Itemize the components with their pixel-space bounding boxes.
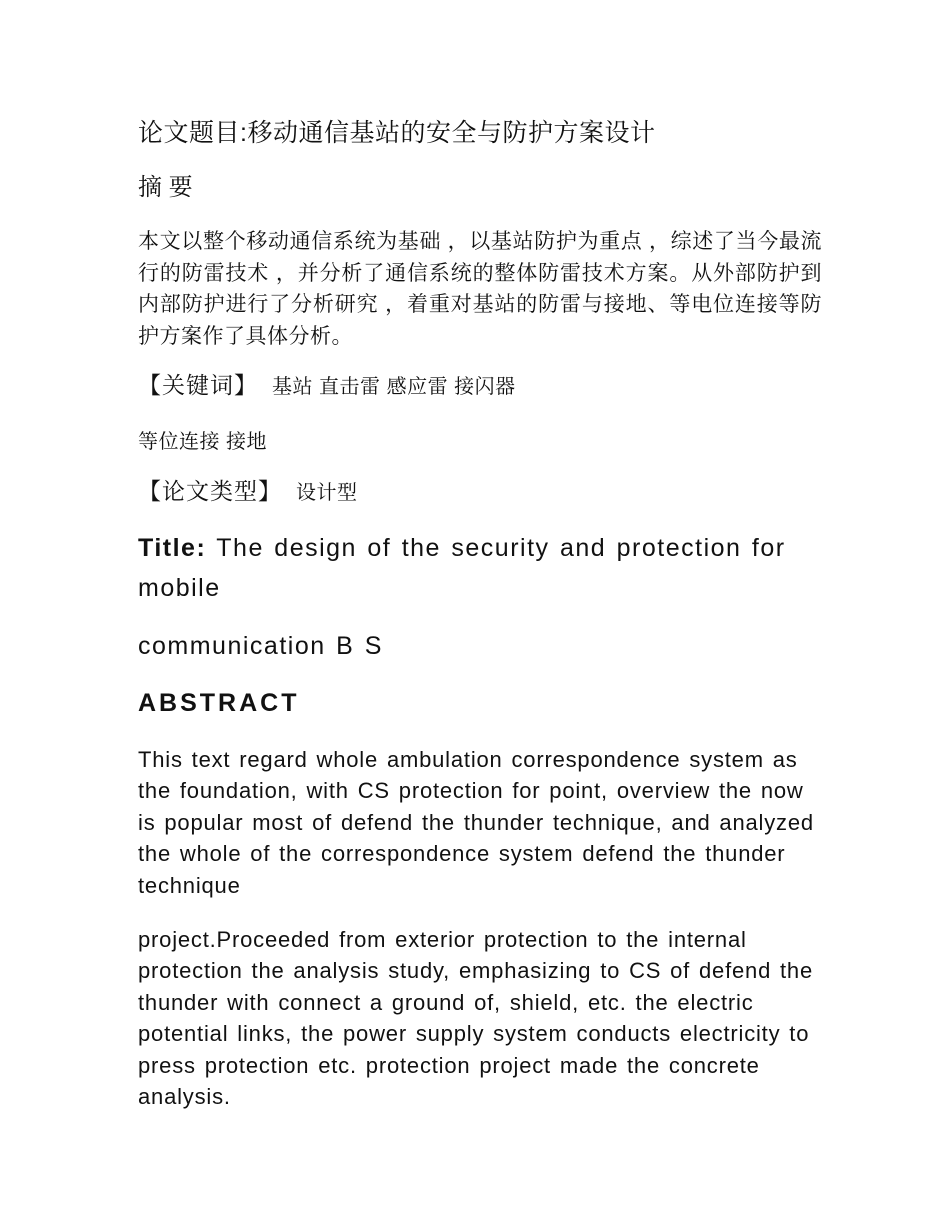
abstract-zh-body: 本文以整个移动通信系统为基础 ，以基站防护为重点 ，综述了当今最流行的防雷技术 ，并分析了通信系统的整体防雷技术方案。从外部防护到内部防护进行了分析研究 ，着重对基站的防雷与接地、等电位连接等防护方案作了具体分析。 (138, 230, 822, 348)
abstract-en-paragraph-2: project.Proceeded from exterior protection to the internal protection the analysis study, emphasizing to CS of defend the thunder with connect a ground of, shield, etc. the electric potential links, the power supply system conducts electricity to press protection etc. protection project made the concrete analysis. (138, 927, 813, 1110)
title-en-text: The design of the security and protection for mobile (138, 534, 786, 602)
title-en (138, 528, 822, 608)
abstract-zh-heading: 摘 要 (138, 174, 193, 201)
thesis-type-label: 【论文类型】 (138, 478, 282, 504)
abstract-en-paragraph-1: This text regard whole ambulation correspondence system as the foundation, with CS protection for point, overview the now is popular most of defend the thunder technique, and analyzed the whole of the correspondence system defend the thunder technique (138, 747, 814, 898)
title-en-label: Title: (138, 534, 207, 562)
thesis-title-zh: 论文题目:移动通信基站的安全与防护方案设计 (138, 119, 656, 147)
abstract-en-heading: ABSTRACT (138, 689, 300, 717)
keywords-line (138, 369, 822, 404)
title-en-line2: communication B S (138, 632, 383, 660)
thesis-type-value: 设计型 (296, 482, 358, 504)
keywords-line2: 等位连接 接地 (138, 431, 268, 453)
keywords-label: 【关键词】 (138, 372, 258, 398)
keywords-values: 基站 直击雷 感应雷 接闪器 (272, 376, 516, 398)
thesis-type-line (138, 475, 822, 510)
